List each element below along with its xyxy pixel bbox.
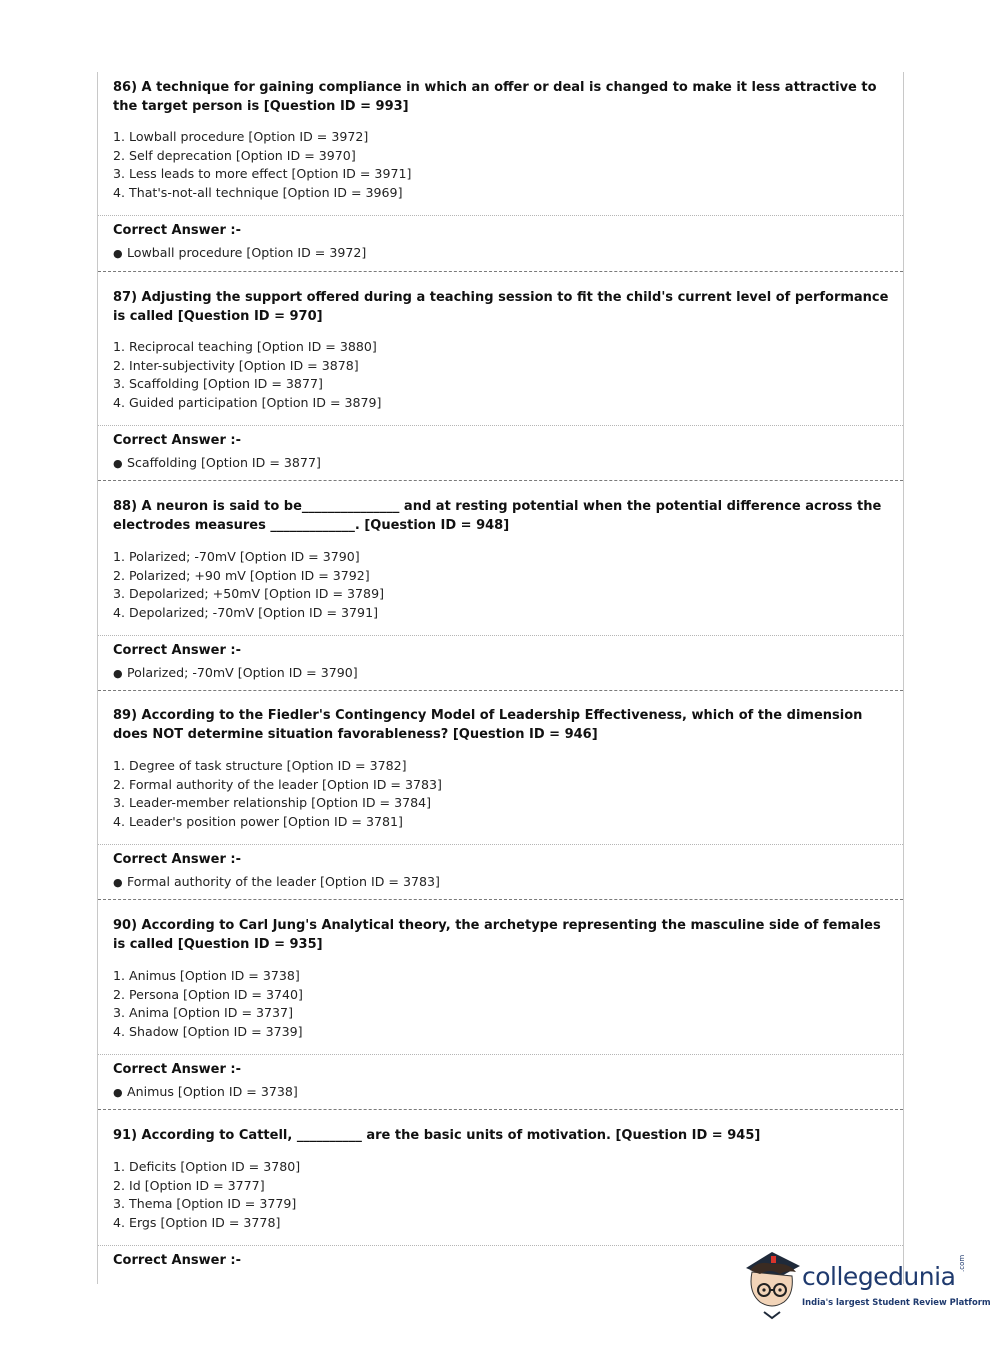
correct-answer-text: Formal authority of the leader [Option ID = 3783] xyxy=(127,874,440,889)
option-item: 1. Polarized; -70mV [Option ID = 3790] xyxy=(113,549,360,564)
option-item: 1. Reciprocal teaching [Option ID = 3880] xyxy=(113,339,377,354)
question-90 xyxy=(98,900,903,1110)
bullet-icon: ● xyxy=(113,457,123,470)
question-87 xyxy=(98,272,903,481)
logo-wordmark: collegedunia xyxy=(802,1262,956,1291)
answer-separator xyxy=(98,1245,903,1246)
option-item: 4. Shadow [Option ID = 3739] xyxy=(113,1023,303,1039)
question-title: 86) A technique for gaining compliance in which an offer or deal is changed to make it less attractive to the target person is [Question ID = 993] xyxy=(113,80,877,114)
correct-answer xyxy=(113,664,358,683)
bullet-icon: ● xyxy=(113,667,123,680)
option-list xyxy=(113,967,303,1041)
correct-answer-label: Correct Answer :- xyxy=(113,643,241,658)
question-86 xyxy=(98,72,903,272)
answer-separator xyxy=(98,215,903,216)
correct-answer xyxy=(113,1083,298,1102)
collegedunia-logo xyxy=(742,1248,991,1320)
question-title: 88) A neuron is said to be_______________ and at resting potential when the potential difference across the electrodes measures _____________. [Question ID = 948] xyxy=(113,499,882,533)
option-list xyxy=(113,1158,300,1232)
question-89 xyxy=(98,691,903,900)
correct-answer-label: Correct Answer :- xyxy=(113,1253,241,1268)
bullet-icon: ● xyxy=(113,876,123,889)
answer-separator xyxy=(98,635,903,636)
option-item: 4. Leader's position power [Option ID = 3781] xyxy=(113,813,403,829)
option-item: 2. Inter-subjectivity [Option ID = 3878] xyxy=(113,357,359,373)
option-item: 2. Persona [Option ID = 3740] xyxy=(113,986,303,1002)
correct-answer-label: Correct Answer :- xyxy=(113,223,241,238)
document-page xyxy=(97,72,904,1284)
option-item: 3. Depolarized; +50mV [Option ID = 3789] xyxy=(113,586,384,602)
question-title: 90) According to Carl Jung's Analytical theory, the archetype representing the masculine side of females is called [Question ID = 935] xyxy=(113,918,881,952)
correct-answer xyxy=(113,454,321,473)
option-item: 1. Degree of task structure [Option ID = 3782] xyxy=(113,758,407,773)
correct-answer-label: Correct Answer :- xyxy=(113,1062,241,1077)
correct-answer-text: Scaffolding [Option ID = 3877] xyxy=(127,455,321,470)
option-item: 3. Scaffolding [Option ID = 3877] xyxy=(113,376,323,392)
option-item: 4. Ergs [Option ID = 3778] xyxy=(113,1214,281,1230)
correct-answer xyxy=(113,244,366,263)
option-list xyxy=(113,757,442,831)
option-item: 2. Id [Option ID = 3777] xyxy=(113,1177,265,1193)
option-item: 3. Less leads to more effect [Option ID = 3971] xyxy=(113,166,412,182)
question-title: 91) According to Cattell, __________ are the basic units of motivation. [Question ID = 945] xyxy=(113,1128,761,1143)
logo-tagline: India's largest Student Review Platform xyxy=(802,1297,991,1307)
option-item: 1. Animus [Option ID = 3738] xyxy=(113,968,300,983)
correct-answer-text: Polarized; -70mV [Option ID = 3790] xyxy=(127,665,358,680)
logo-domain-suffix: .com xyxy=(958,1254,966,1272)
option-list xyxy=(113,338,381,412)
answer-separator xyxy=(98,1054,903,1055)
bullet-icon: ● xyxy=(113,247,123,260)
option-item: 2. Self deprecation [Option ID = 3970] xyxy=(113,147,356,163)
question-title: 89) According to the Fiedler's Contingency Model of Leadership Effectiveness, which of the dimension does NOT determine situation favorableness? [Question ID = 946] xyxy=(113,708,863,742)
answer-separator xyxy=(98,844,903,845)
option-item: 2. Formal authority of the leader [Option ID = 3783] xyxy=(113,776,442,792)
option-item: 3. Leader-member relationship [Option ID = 3784] xyxy=(113,795,432,811)
correct-answer-label: Correct Answer :- xyxy=(113,433,241,448)
question-title: 87) Adjusting the support offered during a teaching session to fit the child's current level of performance is called [Question ID = 970] xyxy=(113,290,889,324)
option-list xyxy=(113,128,411,202)
option-list xyxy=(113,548,384,622)
option-item: 4. Depolarized; -70mV [Option ID = 3791] xyxy=(113,604,378,620)
correct-answer-label: Correct Answer :- xyxy=(113,852,241,867)
option-item: 4. That's-not-all technique [Option ID = 3969] xyxy=(113,184,403,200)
correct-answer xyxy=(113,873,440,892)
answer-separator xyxy=(98,425,903,426)
option-item: 2. Polarized; +90 mV [Option ID = 3792] xyxy=(113,567,370,583)
option-item: 1. Deficits [Option ID = 3780] xyxy=(113,1159,301,1174)
correct-answer-text: Lowball procedure [Option ID = 3972] xyxy=(127,245,367,260)
bullet-icon: ● xyxy=(113,1086,123,1099)
question-88 xyxy=(98,481,903,691)
correct-answer-text: Animus [Option ID = 3738] xyxy=(127,1084,298,1099)
graduate-mascot-icon xyxy=(742,1248,804,1320)
option-item: 1. Lowball procedure [Option ID = 3972] xyxy=(113,129,369,144)
option-item: 3. Anima [Option ID = 3737] xyxy=(113,1005,293,1021)
option-item: 3. Thema [Option ID = 3779] xyxy=(113,1196,297,1212)
option-item: 4. Guided participation [Option ID = 3879] xyxy=(113,394,382,410)
